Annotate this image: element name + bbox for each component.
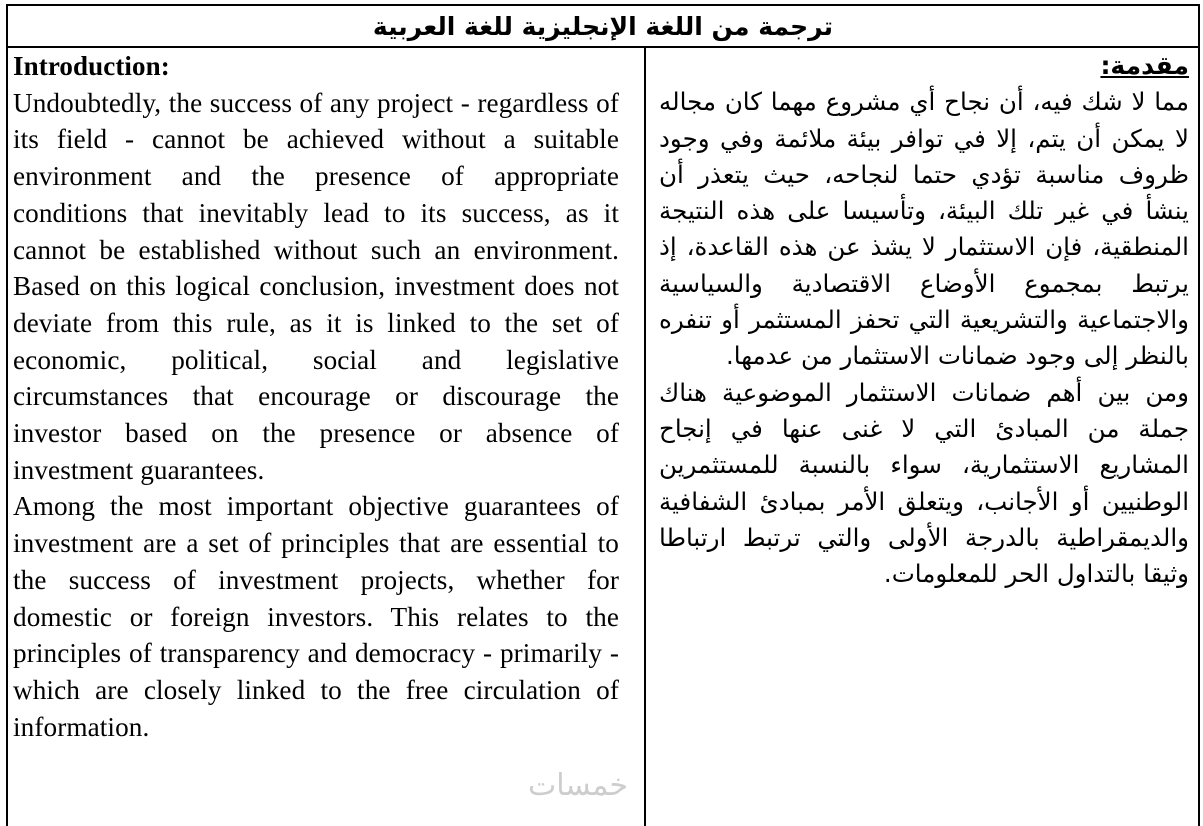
english-paragraph: Undoubtedly, the success of any project - regardless of its field - cannot be achieved without a suitable environment and the presence of appropriate conditions that inevitably lead to its success, as it cannot be established without such an environment. Based on this logical conclusion, investment does not deviate from this rule, as it is linked to the set of economic, political, social and legislative circumstances that encourage or discourage the investor based on the presence or absence of investment guarantees. [13,87,619,485]
english-column [13,48,619,745]
column-divider [644,46,646,826]
arabic-column [659,48,1189,592]
table-title: ترجمة من اللغة الإنجليزية للغة العربية [8,6,1198,48]
english-paragraph: Among the most important objective guarantees of investment are a set of principles that are essential to the success of investment projects, whether for domestic or foreign investors. This relates to the principles of transparency and democracy - primarily - which are closely linked to the free circulation of information. [13,491,619,742]
arabic-heading: مقدمة: [1100,51,1189,80]
english-heading: Introduction: [13,51,170,81]
arabic-paragraph: مما لا شك فيه، أن نجاح أي مشروع مهما كان مجاله لا يمكن أن يتم، إلا في توافر بيئة ملائمة وفي وجود ظروف مناسبة تؤدي حتما لنجاحه، حيث يتعذر أن ينشأ في غير تلك البيئة، وتأسيسا على هذه النتيجة المنطقية، فإن الاستثمار لا يشذ عن هذه القاعدة، إذ يرتبط بمجموع الأوضاع الاقتصادية والسياسية والاجتماعية والتشريعية التي تحفز المستثمر أو تنفره بالنظر إلى وجود ضمانات الاستثمار من عدمها. [659,87,1189,371]
arabic-paragraph: ومن بين أهم ضمانات الاستثمار الموضوعية هناك جملة من المبادئ التي لا غنى عنها في إنجاح المشاريع الاستثمارية، سواء بالنسبة للمستثمرين الوطنيين أو الأجانب، ويتعلق الأمر بمبادئ الشفافية والديمقراطية بالدرجة الأولى والتي ترتبط ارتباطا وثيقا بالتداول الحر للمعلومات. [659,377,1189,589]
watermark-logo: خمسات [528,768,629,803]
